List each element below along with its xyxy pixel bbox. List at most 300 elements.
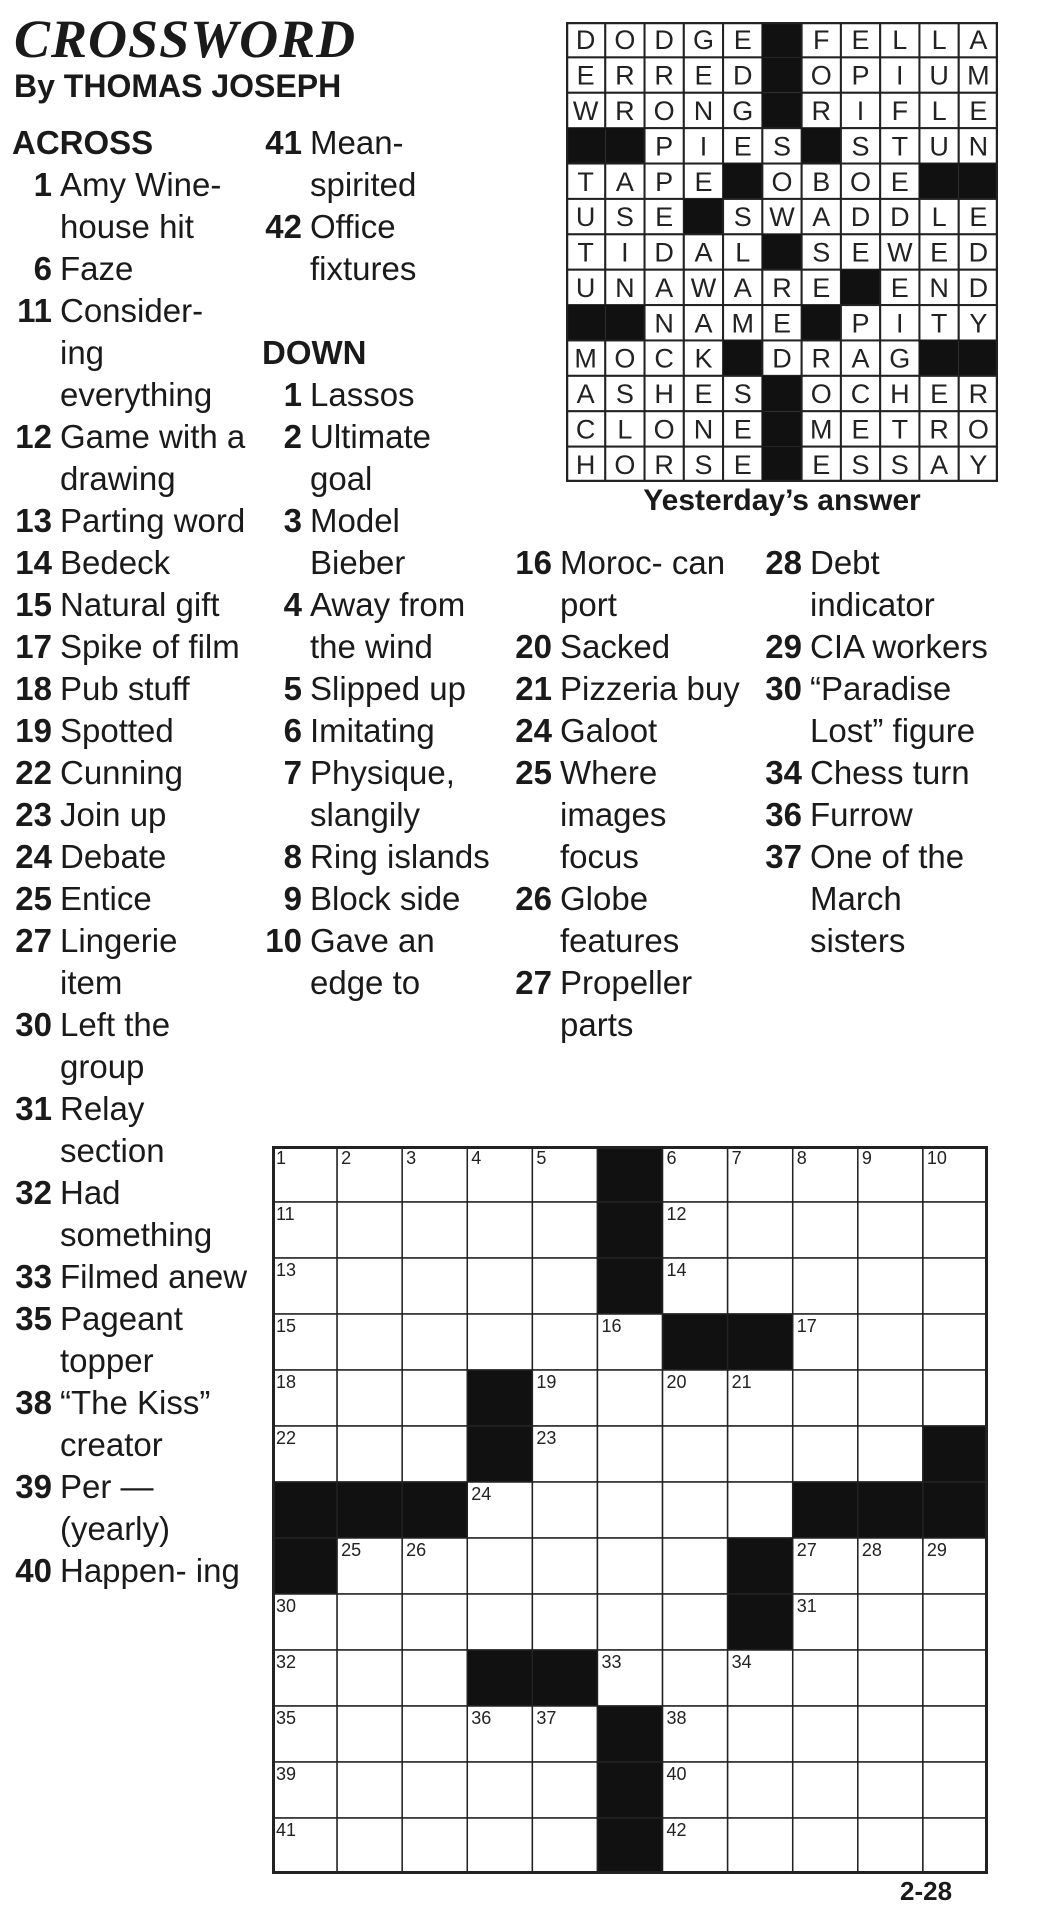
clue-item [12, 500, 248, 542]
cell-number: 35 [276, 1708, 297, 1728]
puzzle-black-cell [923, 1482, 988, 1538]
cell-number: 25 [341, 1540, 362, 1560]
puzzle-cell [858, 1370, 923, 1426]
puzzle-black-cell [597, 1762, 662, 1818]
cell-number: 17 [796, 1316, 817, 1336]
puzzle-cell [858, 1818, 923, 1874]
clue-number: 34 [765, 754, 802, 791]
puzzle-cell [532, 1538, 597, 1594]
answer-letter: E [851, 237, 870, 268]
answer-letter: B [812, 166, 831, 197]
answer-letter: G [889, 343, 911, 374]
clue-text: Model Bieber [310, 502, 406, 581]
clue-number: 9 [283, 880, 302, 917]
clue-item [12, 920, 248, 1004]
puzzle-cell [858, 1650, 923, 1706]
cell-number: 10 [926, 1148, 947, 1168]
clue-text: Gave an edge to [310, 922, 435, 1001]
puzzle-black-cell [858, 1482, 923, 1538]
clue-item [262, 122, 502, 206]
cell-number: 7 [731, 1148, 742, 1168]
answer-letter: P [655, 166, 674, 197]
cell-number: 11 [276, 1204, 295, 1224]
cell-number: 6 [666, 1148, 677, 1168]
puzzle-cell [793, 1650, 858, 1706]
puzzle-title: CROSSWORD [14, 9, 357, 69]
answer-letter: M [810, 414, 833, 445]
clue-number: 35 [15, 1300, 52, 1337]
answer-letter: C [575, 414, 596, 445]
answer-letter: R [615, 60, 635, 91]
cell-number: 3 [406, 1148, 417, 1168]
puzzle-cell [532, 1594, 597, 1650]
answer-letter: A [694, 308, 713, 339]
clue-number: 15 [15, 586, 52, 623]
puzzle-cell [402, 1258, 467, 1314]
puzzle-cell [663, 1482, 728, 1538]
section-header: ACROSS [12, 124, 154, 161]
answer-letter: E [733, 25, 752, 56]
answer-black-cell [762, 57, 801, 92]
answer-letter: S [615, 379, 634, 410]
answer-letter: E [694, 166, 713, 197]
puzzle-cell [467, 1202, 532, 1258]
answer-letter: D [575, 25, 596, 56]
clue-item [508, 962, 748, 1046]
clue-number: 21 [515, 670, 552, 707]
answer-letter: R [654, 449, 674, 480]
puzzle-black-cell [402, 1482, 467, 1538]
puzzle-cell [467, 1818, 532, 1874]
answer-letter: O [967, 414, 989, 445]
puzzle-cell [923, 1762, 988, 1818]
answer-letter: R [772, 272, 792, 303]
answer-letter: A [930, 449, 949, 480]
answer-letter: C [654, 343, 674, 374]
clue-number: 7 [283, 754, 302, 791]
clue-text: Ring islands [310, 838, 490, 875]
clue-number: 41 [265, 124, 302, 161]
answer-letter: D [968, 237, 989, 268]
clue-text: Lassos [310, 376, 415, 413]
cell-number: 23 [536, 1428, 557, 1448]
answer-letter: D [772, 343, 792, 374]
puzzle-cell [728, 1426, 793, 1482]
puzzle-cell [858, 1314, 923, 1370]
cell-number: 9 [861, 1148, 872, 1168]
clue-number: 36 [765, 796, 802, 833]
clue-item [262, 416, 502, 500]
answer-letter: L [735, 237, 751, 268]
answer-letter: R [968, 379, 989, 410]
answer-black-cell [762, 447, 801, 482]
clue-text: Propeller parts [560, 964, 693, 1043]
answer-letter: D [850, 202, 871, 233]
clue-item [12, 626, 248, 668]
answer-letter: E [969, 96, 988, 127]
clue-number: 4 [283, 586, 302, 623]
puzzle-cell [597, 1426, 662, 1482]
clue-item [262, 584, 502, 668]
clue-text: Block side [310, 880, 461, 917]
answer-letter: D [968, 272, 989, 303]
cell-number: 36 [471, 1708, 492, 1728]
answer-letter: G [692, 25, 714, 56]
answer-letter: E [930, 379, 949, 410]
puzzle-black-cell [728, 1594, 793, 1650]
clue-item [262, 668, 502, 710]
clue-number: 26 [515, 880, 552, 917]
puzzle-cell [858, 1706, 923, 1762]
puzzle-cell [402, 1370, 467, 1426]
answer-black-cell [723, 340, 762, 375]
clue-number: 27 [515, 964, 552, 1001]
clue-item [758, 542, 998, 626]
clue-number: 10 [265, 922, 302, 959]
answer-letter: C [850, 379, 871, 410]
puzzle-black-cell [728, 1538, 793, 1594]
answer-letter: A [969, 25, 988, 56]
answer-letter: N [654, 308, 674, 339]
puzzle-cell [532, 1314, 597, 1370]
puzzle-cell [597, 1370, 662, 1426]
answer-letter: S [772, 131, 792, 162]
answer-letter: E [812, 272, 831, 303]
clue-number: 20 [515, 628, 552, 665]
puzzle-cell [467, 1314, 532, 1370]
puzzle-cell [923, 1314, 988, 1370]
answer-black-cell [762, 22, 801, 57]
clue-item [12, 710, 248, 752]
answer-letter: W [769, 202, 795, 233]
cell-number: 38 [666, 1708, 687, 1728]
answer-letter: T [930, 308, 948, 339]
answer-letter: E [851, 25, 870, 56]
answer-letter: T [891, 131, 909, 162]
puzzle-cell [858, 1426, 923, 1482]
clue-number: 17 [15, 628, 52, 665]
answer-letter: T [577, 237, 594, 268]
answer-letter: O [653, 414, 675, 445]
clue-item [12, 1256, 248, 1298]
answer-black-cell [919, 340, 958, 375]
cell-number: 32 [276, 1652, 297, 1672]
clue-number: 6 [283, 712, 302, 749]
clue-item [12, 878, 248, 920]
clue-text: Lingerie item [60, 922, 178, 1001]
puzzle-cell [858, 1258, 923, 1314]
answer-black-cell [959, 164, 998, 199]
puzzle-cell [402, 1202, 467, 1258]
answer-letter: A [733, 272, 752, 303]
answer-letter: W [690, 272, 717, 303]
clue-number: 2 [283, 418, 302, 455]
clue-item [12, 752, 248, 794]
puzzle-cell [337, 1818, 402, 1874]
puzzle-cell [467, 1258, 532, 1314]
answer-black-cell [762, 376, 801, 411]
answer-letter: S [851, 449, 870, 480]
puzzle-cell [858, 1594, 923, 1650]
clue-text: Consider- ing everything [60, 292, 213, 413]
cell-number: 31 [796, 1596, 817, 1616]
clue-item [262, 206, 502, 290]
puzzle-cell [467, 1762, 532, 1818]
puzzle-cell [532, 1482, 597, 1538]
clue-text: “Paradise Lost” figure [810, 670, 976, 749]
answer-letter: I [896, 308, 904, 339]
answer-letter: D [732, 60, 753, 91]
clue-item [12, 416, 248, 500]
clue-number: 32 [15, 1174, 52, 1211]
puzzle-black-cell [467, 1370, 532, 1426]
puzzle-black-cell [467, 1426, 532, 1482]
answer-letter: U [575, 272, 596, 303]
answer-letter: N [968, 131, 989, 162]
clue-number: 29 [765, 628, 802, 665]
puzzle-cell [923, 1818, 988, 1874]
answer-letter: D [654, 25, 674, 56]
answer-letter: S [694, 449, 713, 480]
clue-text: Pizzeria buy [560, 670, 740, 707]
answer-letter: E [576, 60, 595, 91]
answer-black-cell [919, 164, 958, 199]
answer-letter: A [655, 272, 674, 303]
puzzle-cell [337, 1426, 402, 1482]
answer-letter: O [850, 166, 872, 197]
clue-item [758, 794, 998, 836]
puzzle-cell [597, 1538, 662, 1594]
clue-text: Pub stuff [60, 670, 190, 707]
clue-number: 12 [15, 418, 52, 455]
puzzle-cell [923, 1258, 988, 1314]
answer-letter: U [929, 131, 949, 162]
clue-number: 3 [283, 502, 302, 539]
cell-number: 22 [276, 1428, 297, 1448]
answer-letter: Y [969, 308, 988, 339]
cell-number: 40 [666, 1764, 687, 1784]
cell-number: 33 [601, 1652, 622, 1672]
cell-number: 12 [666, 1204, 687, 1224]
answer-letter: A [694, 237, 713, 268]
puzzle-cell [402, 1818, 467, 1874]
answer-letter: P [655, 131, 674, 162]
clue-text: Entice [60, 880, 152, 917]
clue-item [12, 1550, 248, 1592]
puzzle-cell [402, 1650, 467, 1706]
clue-item [12, 1466, 248, 1550]
puzzle-cell [663, 1594, 728, 1650]
byline: By THOMAS JOSEPH [14, 68, 342, 104]
answer-letter: E [890, 166, 909, 197]
puzzle-cell [728, 1762, 793, 1818]
answer-letter: E [733, 131, 752, 162]
puzzle-cell [728, 1202, 793, 1258]
answer-letter: H [890, 379, 910, 410]
cell-number: 27 [796, 1540, 817, 1560]
answer-letter: F [891, 96, 909, 127]
clue-number: 23 [15, 796, 52, 833]
answer-black-cell [605, 305, 644, 340]
clue-item [12, 1172, 248, 1256]
cell-number: 28 [861, 1540, 882, 1560]
clue-item [758, 626, 998, 668]
answer-letter: A [576, 379, 595, 410]
puzzle-black-cell [728, 1314, 793, 1370]
clue-number: 8 [283, 838, 302, 875]
clue-number: 25 [515, 754, 552, 791]
answer-black-cell [802, 305, 841, 340]
puzzle-cell [597, 1594, 662, 1650]
puzzle-cell [337, 1314, 402, 1370]
puzzle-cell [728, 1706, 793, 1762]
cell-number: 41 [276, 1820, 297, 1840]
puzzle-cell [402, 1594, 467, 1650]
clue-text: Left the group [60, 1006, 171, 1085]
clue-text: Spotted [60, 712, 174, 749]
answer-letter: L [617, 414, 633, 445]
puzzle-cell [793, 1706, 858, 1762]
puzzle-black-cell [663, 1314, 728, 1370]
clue-text: Ultimate goal [310, 418, 432, 497]
puzzle-black-cell [597, 1202, 662, 1258]
clue-item [12, 290, 248, 416]
answer-letter: E [930, 237, 949, 268]
puzzle-black-cell [793, 1482, 858, 1538]
answer-letter: E [812, 449, 831, 480]
clue-text: Debt indicator [810, 544, 935, 623]
answer-black-cell [762, 234, 801, 269]
answer-letter: E [733, 414, 752, 445]
yesterdays-answer-grid [566, 22, 998, 482]
puzzle-cell [467, 1538, 532, 1594]
answer-letter: E [694, 379, 713, 410]
answer-letter: R [929, 414, 949, 445]
puzzle-cell [663, 1538, 728, 1594]
clue-text: CIA workers [810, 628, 988, 665]
answer-letter: R [654, 60, 674, 91]
answer-letter: W [887, 237, 913, 268]
clue-number: 5 [283, 670, 302, 707]
puzzle-black-cell [532, 1650, 597, 1706]
answer-letter: E [890, 272, 909, 303]
puzzle-cell [793, 1818, 858, 1874]
puzzle-cell [858, 1762, 923, 1818]
clue-item [262, 752, 502, 836]
puzzle-grid [272, 1146, 988, 1874]
answer-letter: R [811, 96, 832, 127]
clue-item [12, 1088, 248, 1172]
clue-item [12, 542, 248, 584]
puzzle-cell [597, 1482, 662, 1538]
clue-text: Mean- spirited [310, 124, 417, 203]
clue-item [12, 794, 248, 836]
clue-text: Bedeck [60, 544, 171, 581]
clue-number: 13 [15, 502, 52, 539]
clue-item [758, 836, 998, 962]
clue-text: Cunning [60, 754, 183, 791]
clue-text: Game with a drawing [60, 418, 246, 497]
answer-letter: U [929, 60, 949, 91]
puzzle-cell [337, 1370, 402, 1426]
cell-number: 21 [731, 1372, 752, 1392]
puzzle-cell [532, 1818, 597, 1874]
puzzle-date: 2-28 [900, 1876, 953, 1906]
clue-text: Chess turn [810, 754, 970, 791]
cell-number: 29 [926, 1540, 947, 1560]
answer-letter: D [890, 202, 910, 233]
answer-letter: S [890, 449, 909, 480]
clue-number: 31 [15, 1090, 52, 1127]
answer-letter: N [693, 414, 714, 445]
clue-number: 24 [15, 838, 52, 875]
answer-letter: O [614, 449, 636, 480]
clue-number: 33 [15, 1258, 52, 1295]
cell-number: 39 [276, 1764, 297, 1784]
answer-letter: A [851, 343, 870, 374]
cell-number: 42 [666, 1820, 687, 1840]
clue-text: One of the March sisters [810, 838, 965, 959]
puzzle-cell [532, 1762, 597, 1818]
clue-number: 40 [15, 1552, 52, 1589]
cell-number: 20 [666, 1372, 687, 1392]
clue-text: Sacked [560, 628, 671, 665]
clue-number: 39 [15, 1468, 52, 1505]
puzzle-cell [793, 1258, 858, 1314]
answer-letter: N [693, 96, 714, 127]
clue-text: Moroc- can port [560, 544, 726, 623]
clue-item [262, 836, 502, 878]
answer-letter: T [577, 166, 594, 197]
clue-text: Imitating [310, 712, 435, 749]
answer-letter: I [621, 237, 629, 268]
clue-text: Physique, slangily [310, 754, 455, 833]
answer-letter: E [851, 414, 870, 445]
clue-text: Where images focus [560, 754, 667, 875]
puzzle-cell [402, 1762, 467, 1818]
clue-item [12, 164, 248, 248]
puzzle-cell [402, 1426, 467, 1482]
cell-number: 30 [276, 1596, 297, 1616]
clue-item [12, 836, 248, 878]
puzzle-black-cell [597, 1818, 662, 1874]
clue-number: 42 [265, 208, 302, 245]
puzzle-cell [858, 1202, 923, 1258]
puzzle-cell [337, 1650, 402, 1706]
puzzle-cell [793, 1202, 858, 1258]
clue-number: 24 [515, 712, 552, 749]
puzzle-black-cell [467, 1650, 532, 1706]
clue-number: 27 [15, 922, 52, 959]
answer-letter: I [699, 131, 708, 162]
answer-letter: A [812, 202, 831, 233]
puzzle-cell [337, 1706, 402, 1762]
clue-text: Filmed anew [60, 1258, 248, 1295]
puzzle-cell [923, 1370, 988, 1426]
clue-item [262, 500, 502, 584]
clue-number: 30 [765, 670, 802, 707]
cell-number: 24 [471, 1484, 492, 1504]
answer-letter: T [891, 414, 909, 445]
answer-black-cell [762, 411, 801, 446]
clue-text: Globe features [560, 880, 680, 959]
puzzle-cell [793, 1762, 858, 1818]
cell-number: 5 [536, 1148, 547, 1168]
puzzle-cell [337, 1202, 402, 1258]
answer-black-cell [566, 305, 605, 340]
clue-item [262, 710, 502, 752]
answer-letter: N [929, 272, 949, 303]
